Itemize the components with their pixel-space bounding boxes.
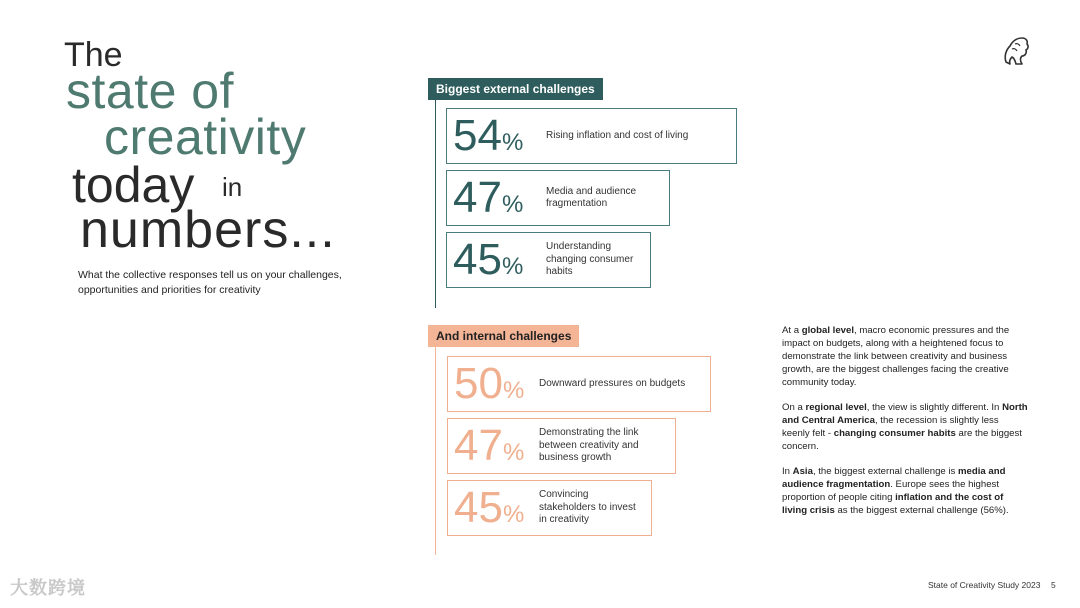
stat-label: Understanding changing consumer habits bbox=[546, 241, 634, 278]
internal-guide-line bbox=[435, 347, 436, 555]
commentary-asia-europe: In Asia, the biggest external challenge is media and audience fragmentation. Europe sees the highest proportion of people citing inflation and the cost of living crisis as the biggest external challenge (56%). bbox=[782, 466, 1009, 516]
stat-box bbox=[447, 356, 711, 412]
page-number: 5 bbox=[1051, 580, 1056, 590]
stat-box bbox=[447, 480, 652, 536]
footer-report-name: State of Creativity Study 2023 bbox=[928, 580, 1041, 590]
title-today: today bbox=[72, 157, 195, 213]
stat-value: 47 % bbox=[453, 173, 524, 222]
stat-label: Convincing stakeholders to invest in creativity bbox=[539, 489, 636, 526]
stat-label: Media and audience fragmentation bbox=[546, 185, 637, 209]
commentary-regional: On a regional level, the view is slightly different. In North and Central America, the recession is slightly less keenly felt - changing consumer habits are the biggest concern. bbox=[782, 402, 1028, 452]
stat-value: 45 % bbox=[454, 483, 525, 532]
stat-value: 45 % bbox=[453, 235, 524, 284]
stat-box bbox=[446, 232, 651, 288]
commentary bbox=[782, 324, 1028, 529]
commentary-global: At a global level, macro economic pressures and the impact on budgets, along with a heightened focus to demonstrate the link between creativity and business growth, are the biggest challenges facing the creative community today. bbox=[782, 325, 1010, 388]
lion-icon bbox=[998, 32, 1034, 68]
stat-label: Rising inflation and cost of living bbox=[546, 129, 689, 141]
title-the: The bbox=[64, 36, 123, 74]
stat-value: 54 % bbox=[453, 111, 524, 160]
internal-challenges-header: And internal challenges bbox=[428, 325, 579, 347]
watermark: 大数跨境 bbox=[10, 578, 86, 598]
title-in: in bbox=[222, 172, 243, 202]
external-challenges-header: Biggest external challenges bbox=[428, 78, 603, 100]
stat-label: Demonstrating the link between creativity and business growth bbox=[539, 427, 639, 464]
page-subtitle: What the collective responses tell us on your challenges, opportunities and priorities for creativity bbox=[78, 269, 342, 296]
stat-value: 47 % bbox=[454, 421, 525, 470]
stat-label: Downward pressures on budgets bbox=[539, 377, 686, 389]
title-state-of: state of bbox=[66, 63, 234, 119]
stat-box bbox=[446, 108, 737, 164]
title-creativity: creativity bbox=[104, 109, 307, 165]
title-numbers: numbers... bbox=[80, 201, 336, 259]
external-guide-line bbox=[435, 100, 436, 308]
stat-box bbox=[446, 170, 670, 226]
stat-box bbox=[447, 418, 676, 474]
stat-value: 50 % bbox=[454, 359, 525, 408]
